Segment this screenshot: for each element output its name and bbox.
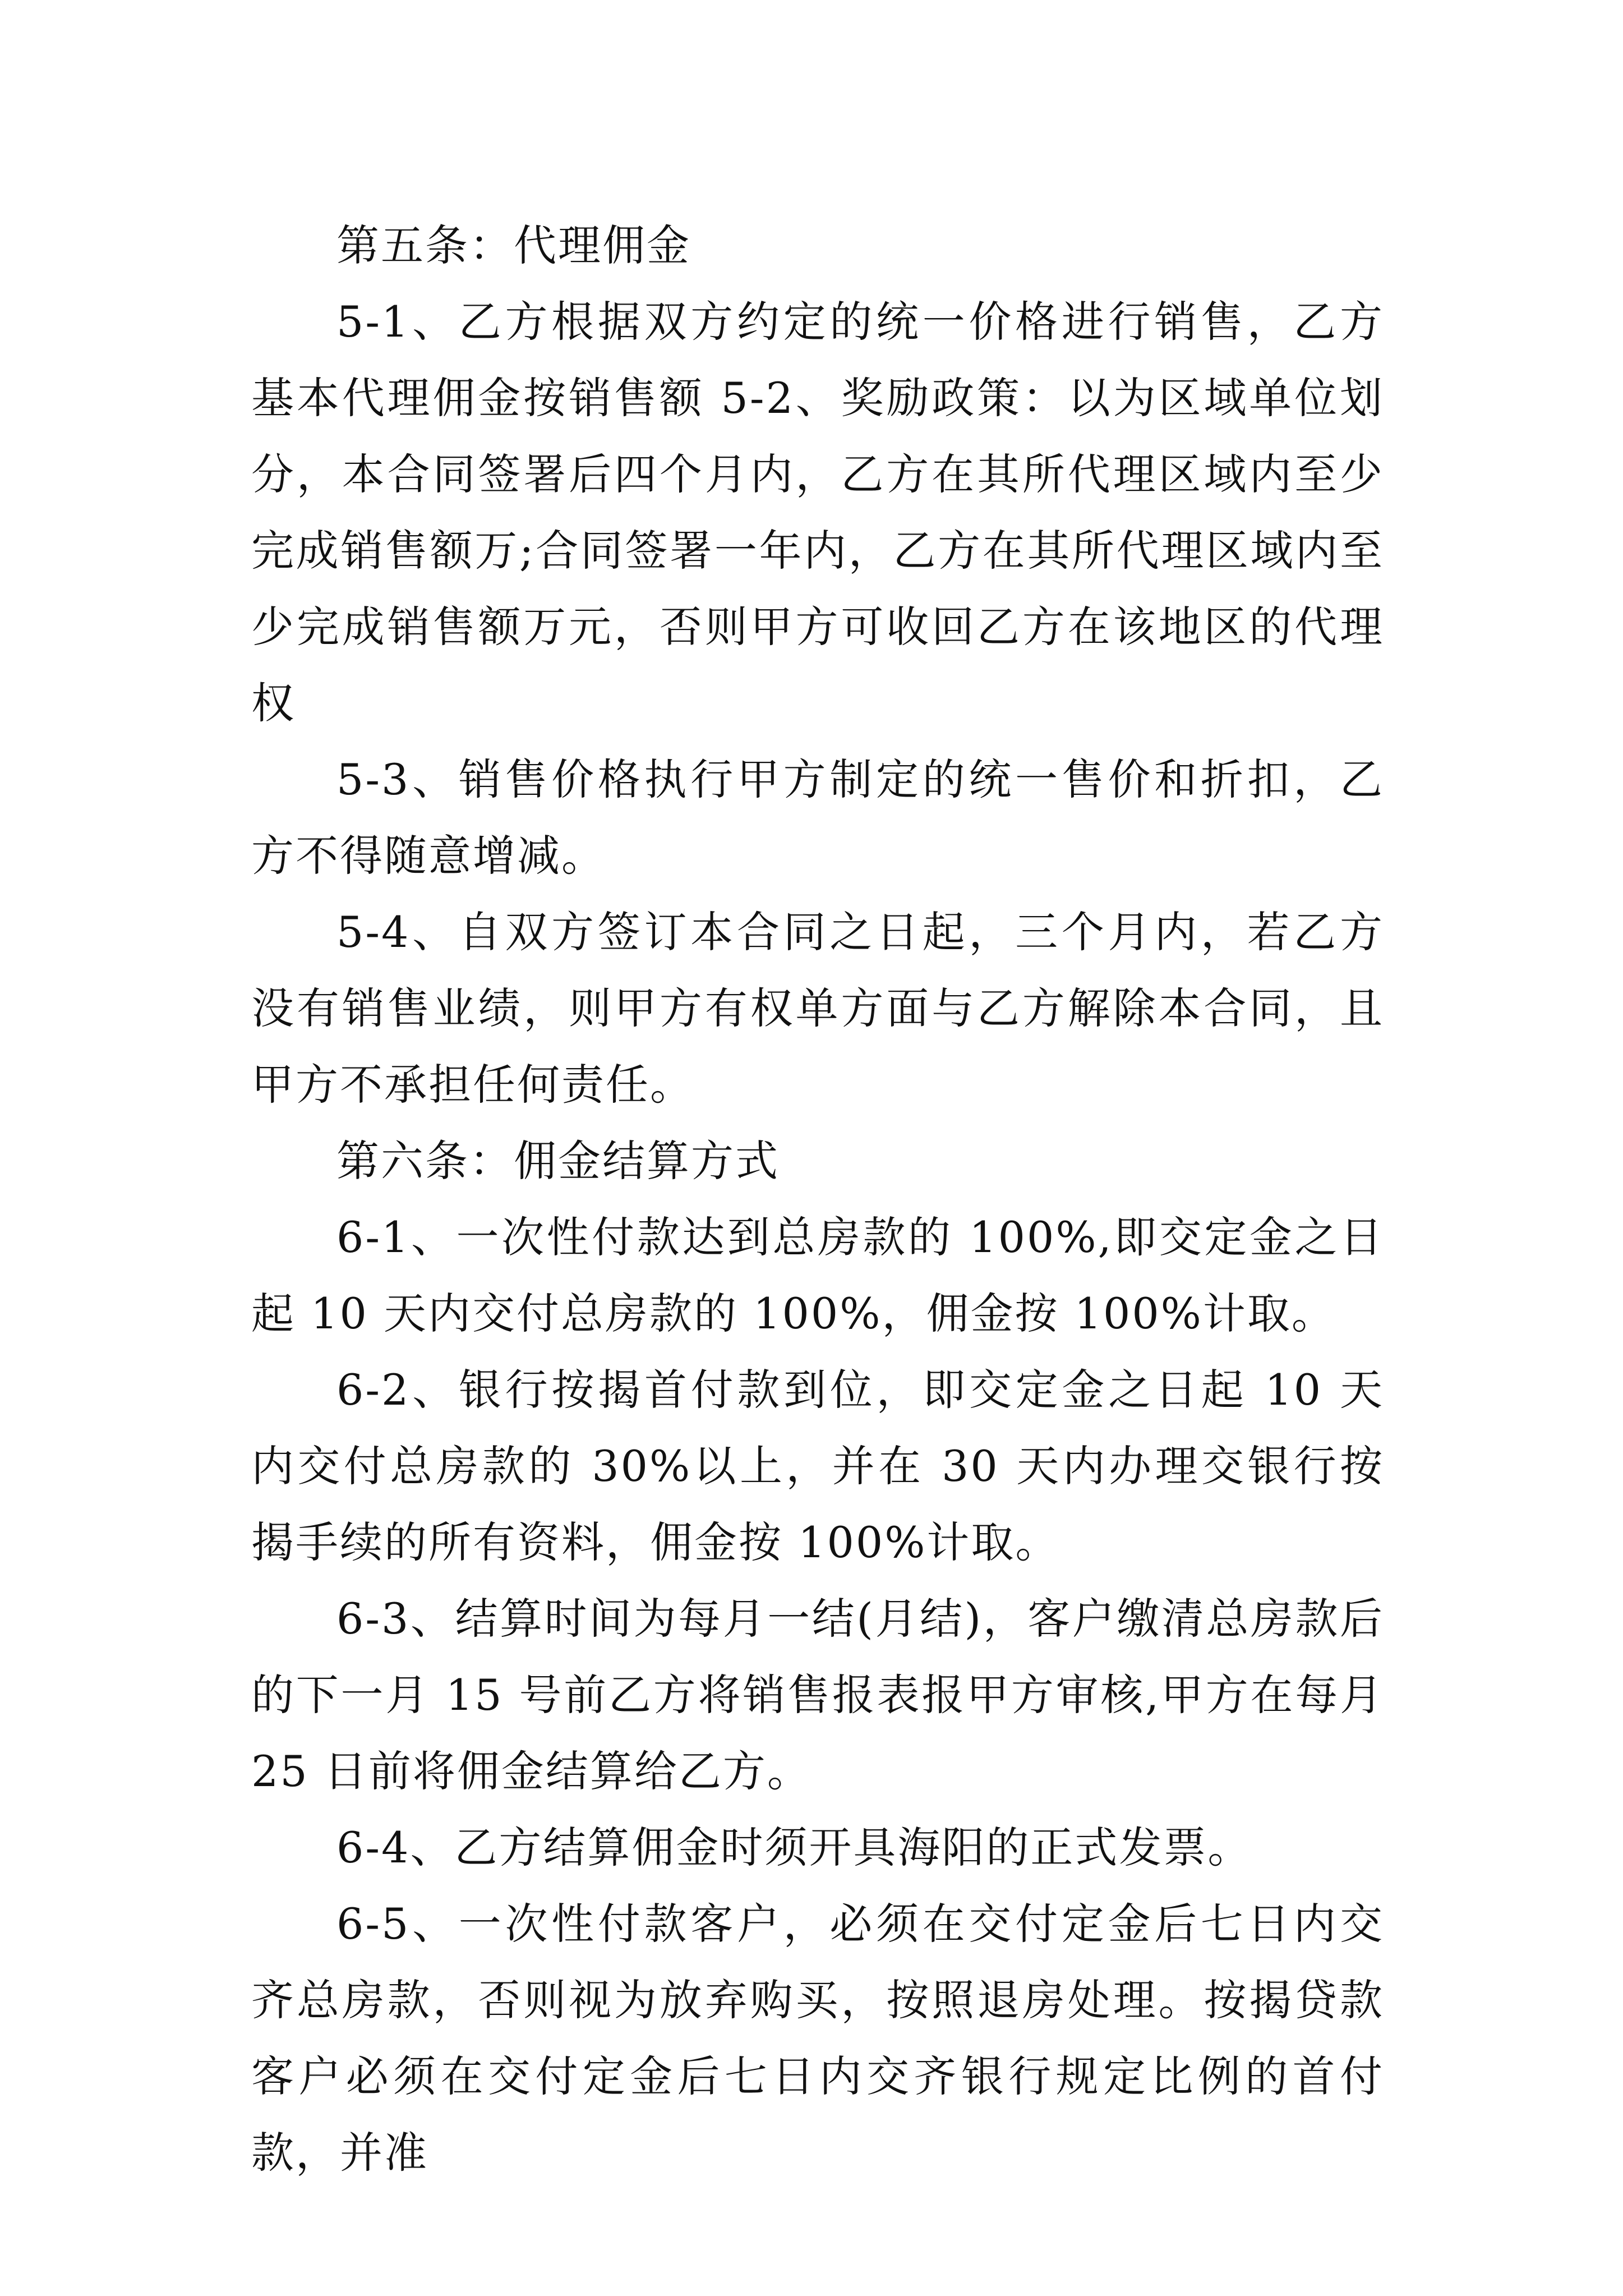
document-body [251,208,1384,2191]
clause-6-5: 6-5、一次性付款客户，必须在交付定金后七日内交齐总房款，否则视为放弃购买，按照退房处理。按揭贷款客户必须在交付定金后七日内交齐银行规定比例的首付款，并准 [251,1899,1384,2178]
heading-article-6: 第六条：佣金结算方式 [336,1136,780,1186]
clause-6-3: 6-3、结算时间为每月一结(月结)，客户缴清总房款后的下一月 15 号前乙方将销售报表报甲方审核,甲方在每月 25 日前将佣金结算给乙方。 [251,1594,1384,1796]
clause-5-4: 5-4、自双方签订本合同之日起，三个月内，若乙方没有销售业绩，则甲方有权单方面与乙方解除本合同，且甲方不承担任何责任。 [251,907,1384,1110]
clause-5-1: 5-1、乙方根据双方约定的统一价格进行销售，乙方基本代理佣金按销售额 5-2、奖励政策：以为区域单位划分，本合同签署后四个月内，乙方在其所代理区域内至少完成销售额万;合同签署一年内，乙方在其所代理区域内至少完成销售额万元，否则甲方可收回乙方在该地区的代理权 [251,297,1384,728]
clause-6-1: 6-1、一次性付款达到总房款的 100%,即交定金之日起 10 天内交付总房款的 100%，佣金按 100%计取。 [251,1212,1384,1338]
clause-5-3: 5-3、销售价格执行甲方制定的统一售价和折扣，乙方不得随意增减。 [251,754,1384,881]
heading-article-5: 第五条：代理佣金 [336,220,691,270]
clause-6-2: 6-2、银行按揭首付款到位，即交定金之日起 10 天内交付总房款的 30%以上，并在 30 天内办理交银行按揭手续的所有资料，佣金按 100%计取。 [251,1365,1384,1567]
clause-6-4: 6-4、乙方结算佣金时须开具海阳的正式发票。 [336,1823,1252,1872]
